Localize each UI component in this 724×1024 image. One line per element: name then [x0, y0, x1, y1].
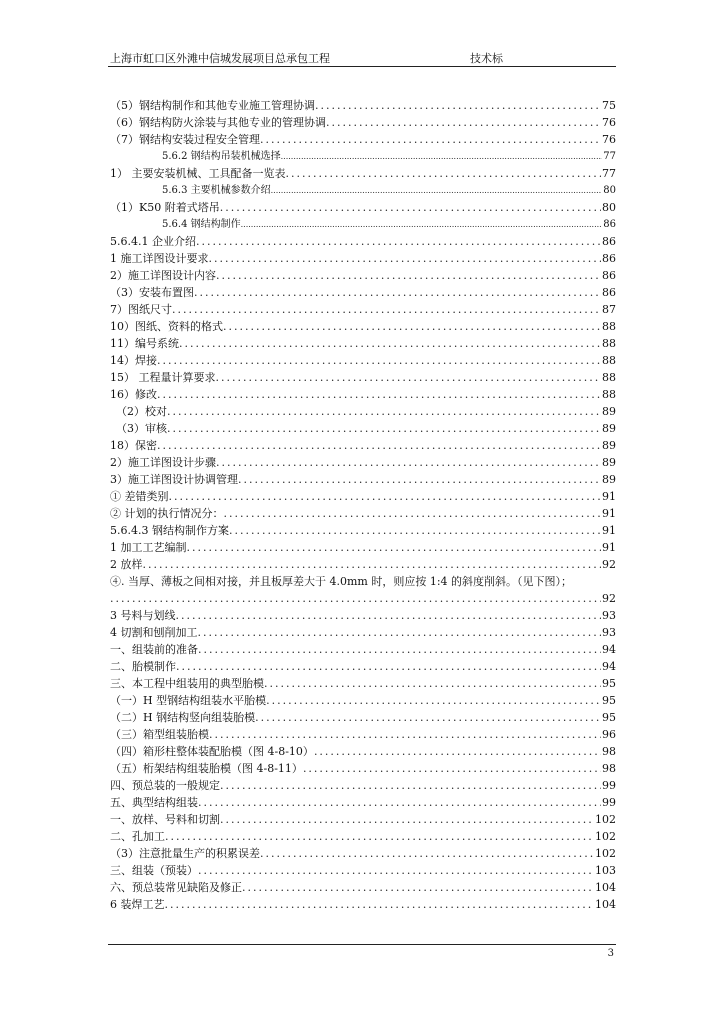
toc-dot-leader: [167, 420, 601, 437]
toc-dot-leader: [176, 658, 601, 675]
toc-entry-page: 89: [602, 473, 616, 486]
toc-entry-title: （3）注意批量生产的积累误差: [110, 847, 260, 860]
toc-entry-page: 95: [602, 694, 616, 707]
toc-entry-page: 91: [602, 541, 616, 554]
toc-entry-title: 7）图纸尺寸: [110, 303, 172, 316]
toc-dot-leader: [165, 896, 595, 913]
toc-entry-page: 99: [602, 796, 616, 809]
toc-dot-leader: [209, 726, 601, 743]
toc-entry[interactable]: [110, 199, 616, 216]
toc-dot-leader: [314, 743, 601, 760]
toc-dot-leader: [303, 760, 601, 777]
toc-entry[interactable]: [110, 896, 616, 913]
toc-entry-page: 76: [602, 116, 616, 129]
toc-entry[interactable]: [110, 437, 616, 454]
toc-entry[interactable]: [110, 641, 616, 658]
toc-entry-title: （3）审核: [116, 422, 167, 435]
toc-entry-title: 五、典型结构组装: [110, 796, 198, 809]
toc-entry-page: 88: [602, 337, 616, 350]
toc-entry-page: 93: [602, 626, 616, 639]
toc-dot-leader: [315, 97, 601, 114]
table-of-contents: [110, 97, 616, 913]
toc-entry-title: 1） 主要安装机械、工具配备一览表: [110, 167, 286, 180]
toc-entry-page: 86: [602, 269, 616, 282]
toc-entry[interactable]: [110, 709, 616, 726]
toc-entry-page: 103: [595, 864, 616, 877]
toc-entry-title: 三、本工程中组装用的典型胎模: [110, 677, 264, 690]
toc-entry[interactable]: [110, 658, 616, 675]
toc-entry-title: 5.6.3 主要机械参数介绍: [162, 185, 271, 196]
toc-entry-page: 99: [602, 779, 616, 792]
toc-entry[interactable]: [110, 539, 616, 556]
toc-entry-page: 89: [602, 422, 616, 435]
toc-dot-leader: [169, 488, 602, 505]
toc-dot-leader: [216, 369, 602, 386]
toc-entry-page: 88: [602, 320, 616, 333]
toc-entry-page: 92: [602, 592, 616, 605]
toc-entry-page: 88: [602, 354, 616, 367]
toc-entry[interactable]: [110, 471, 616, 488]
toc-dot-leader: [242, 879, 594, 896]
toc-entry-title: （3）安装布置图: [110, 286, 194, 299]
toc-entry-page: 104: [595, 881, 616, 894]
toc-entry-title: 四、预总装的一般规定: [110, 779, 220, 792]
toc-entry-title: （五）桁架结构组装胎模（图 4-8-11）: [110, 762, 303, 775]
toc-entry-title: （2）校对: [116, 405, 167, 418]
toc-entry[interactable]: [110, 760, 616, 777]
toc-entry[interactable]: [110, 845, 616, 862]
toc-dot-leader: [216, 267, 601, 284]
toc-dot-leader: [271, 182, 603, 199]
toc-entry-title: 16）修改: [110, 388, 157, 401]
toc-entry[interactable]: [110, 607, 616, 624]
toc-entry-page: 104: [595, 898, 616, 911]
toc-entry[interactable]: [110, 97, 616, 114]
toc-dot-leader: [196, 233, 601, 250]
toc-entry[interactable]: [110, 505, 616, 522]
toc-entry-title: 2）施工详图设计步骤: [110, 456, 216, 469]
toc-dot-leader: [255, 709, 601, 726]
toc-entry-page: 86: [603, 219, 616, 230]
toc-entry-title: （5）钢结构制作和其他专业施工管理协调: [110, 99, 315, 112]
toc-entry-title: 10）图纸、资料的格式: [110, 320, 223, 333]
toc-entry[interactable]: [110, 420, 616, 437]
toc-dot-leader: [179, 335, 601, 352]
toc-entry[interactable]: [110, 114, 616, 131]
toc-entry-page: 86: [602, 252, 616, 265]
toc-entry-page: 89: [602, 405, 616, 418]
toc-entry[interactable]: [110, 352, 616, 369]
toc-entry-title: 一、放样、号料和切割: [110, 813, 220, 826]
toc-entry-title: 3 号料与划线: [110, 609, 176, 622]
toc-entry-title: 三、组装（预装）: [110, 864, 198, 877]
toc-entry-page: 95: [602, 711, 616, 724]
toc-entry-title: （6）钢结构防火涂装与其他专业的管理协调: [110, 116, 326, 129]
toc-entry-page: 80: [602, 201, 616, 214]
toc-entry[interactable]: [110, 828, 616, 845]
toc-entry-page: 102: [595, 847, 616, 860]
toc-entry-page: 91: [602, 490, 616, 503]
toc-dot-leader: [198, 794, 601, 811]
toc-dot-leader: [326, 114, 601, 131]
toc-entry-title: （7）钢结构安装过程安全管理: [110, 133, 260, 146]
toc-entry-title: （1）K50 附着式塔吊: [110, 201, 220, 214]
toc-entry-page: 86: [602, 235, 616, 248]
toc-entry[interactable]: [110, 879, 616, 896]
toc-dot-leader: [110, 590, 601, 607]
toc-entry-title: 2 放样: [110, 558, 143, 571]
header-section-label: 技术标: [470, 52, 503, 65]
toc-entry-page: 93: [602, 609, 616, 622]
toc-entry-title: 5.6.4.3 钢结构制作方案: [110, 524, 229, 537]
toc-entry-page: 91: [602, 507, 616, 520]
toc-dot-leader: [209, 250, 602, 267]
toc-entry-title: 5.6.4.1 企业介绍: [110, 235, 196, 248]
toc-entry[interactable]: [110, 743, 616, 760]
toc-dot-leader: [157, 386, 601, 403]
toc-dot-leader: [198, 641, 601, 658]
toc-entry[interactable]: [110, 165, 616, 182]
toc-dot-leader: [187, 539, 602, 556]
toc-entry[interactable]: [110, 386, 616, 403]
toc-entry-title: 1 施工详图设计要求: [110, 252, 209, 265]
toc-dot-leader: [176, 607, 602, 624]
toc-dot-leader: [286, 165, 602, 182]
toc-dot-leader: [260, 845, 594, 862]
toc-dot-leader: [220, 199, 601, 216]
toc-dot-leader: [220, 777, 601, 794]
toc-entry[interactable]: [110, 862, 616, 879]
toc-entry-page: 91: [602, 524, 616, 537]
toc-entry-title: 六、预总装常见缺陷及修正: [110, 881, 242, 894]
toc-entry[interactable]: [110, 556, 616, 573]
toc-entry[interactable]: [110, 318, 616, 335]
toc-entry[interactable]: [110, 131, 616, 148]
toc-entry[interactable]: [110, 726, 616, 743]
toc-dot-leader: [198, 862, 594, 879]
page-header: [108, 50, 616, 67]
page-number: 3: [607, 948, 614, 959]
toc-entry-title: （二）H 钢结构竖向组装胎模: [110, 711, 256, 724]
toc-entry-title: （四）箱形柱整体装配胎模（图 4-8-10）: [110, 745, 314, 758]
toc-entry-title: 3）施工详图设计协调管理: [110, 473, 238, 486]
toc-entry-title: 2）施工详图设计内容: [110, 269, 216, 282]
toc-entry-page: 89: [602, 439, 616, 452]
toc-entry-page: 102: [595, 830, 616, 843]
toc-entry-page: 98: [602, 762, 616, 775]
toc-dot-leader: [281, 148, 603, 165]
toc-dot-leader: [198, 624, 602, 641]
toc-entry[interactable]: [110, 811, 616, 828]
toc-entry-title: 二、胎模制作: [110, 660, 176, 673]
toc-entry-page: 92: [602, 558, 616, 571]
toc-dot-leader: [238, 471, 601, 488]
toc-dot-leader: [143, 556, 602, 573]
toc-dot-leader: [216, 454, 601, 471]
toc-dot-leader: [264, 675, 601, 692]
toc-entry-title: 5.6.2 钢结构吊装机械选择: [162, 151, 281, 162]
toc-entry-title: 11）编号系统: [110, 337, 179, 350]
toc-dot-leader: [220, 811, 594, 828]
toc-entry-title: （一）H 型钢结构组装水平胎模: [110, 694, 267, 707]
toc-entry-page: 86: [602, 286, 616, 299]
toc-dot-leader: [157, 352, 601, 369]
toc-entry[interactable]: [110, 148, 616, 165]
toc-entry[interactable]: [110, 403, 616, 420]
toc-entry-title: 4 切割和刨削加工: [110, 626, 198, 639]
toc-entry-page: 98: [602, 745, 616, 758]
toc-entry-title: 一、组装前的准备: [110, 643, 198, 656]
toc-dot-leader: [229, 522, 601, 539]
toc-entry-title: ① 差错类别: [110, 490, 169, 503]
toc-entry-title: 二、孔加工: [110, 830, 165, 843]
toc-entry-title: （三）箱型组装胎模: [110, 728, 209, 741]
toc-entry-title: 1 加工工艺编制: [110, 541, 187, 554]
toc-dot-leader: [172, 301, 601, 318]
toc-dot-leader: [194, 284, 601, 301]
toc-entry-title: 6 装焊工艺: [110, 898, 165, 911]
toc-entry[interactable]: [110, 250, 616, 267]
footer-rule: [108, 944, 616, 945]
toc-dot-leader: [266, 692, 601, 709]
toc-dot-leader: [165, 828, 594, 845]
toc-entry[interactable]: [110, 335, 616, 352]
toc-entry[interactable]: [110, 284, 616, 301]
toc-entry-title: ④. 当厚、薄板之间相对接，并且板厚差大于 4.0mm 时，则应按 1:4 的斜度削斜。（见下图）；: [110, 575, 573, 588]
toc-entry[interactable]: [110, 692, 616, 709]
toc-entry[interactable]: [110, 777, 616, 794]
toc-dot-leader: [157, 437, 601, 454]
toc-entry-page: 89: [602, 456, 616, 469]
toc-entry-page: 88: [602, 371, 616, 384]
toc-entry[interactable]: [110, 216, 616, 233]
toc-entry[interactable]: [110, 488, 616, 505]
toc-entry-title: 5.6.4 钢结构制作: [162, 219, 241, 230]
toc-entry-page: 102: [595, 813, 616, 826]
toc-entry-page: 76: [602, 133, 616, 146]
toc-entry-page: 75: [602, 99, 616, 112]
toc-dot-leader: [224, 505, 602, 522]
toc-entry-page: 88: [602, 388, 616, 401]
toc-entry[interactable]: [110, 301, 616, 318]
header-project-title: 上海市虹口区外滩中信城发展项目总承包工程: [110, 52, 330, 65]
toc-dot-leader: [260, 131, 601, 148]
toc-dot-leader: [241, 216, 603, 233]
toc-entry-title: 14）焊接: [110, 354, 157, 367]
toc-entry[interactable]: [110, 675, 616, 692]
toc-entry[interactable]: [110, 624, 616, 641]
toc-entry-page: 95: [602, 677, 616, 690]
toc-entry-page: 94: [602, 660, 616, 673]
toc-entry-page: 77: [603, 151, 616, 162]
toc-entry-page: 87: [602, 303, 616, 316]
toc-entry[interactable]: [110, 369, 616, 386]
toc-entry[interactable]: [110, 182, 616, 199]
toc-entry-title: ② 计划的执行情况分：: [110, 507, 224, 520]
toc-entry[interactable]: [110, 233, 616, 250]
toc-entry[interactable]: [110, 522, 616, 539]
toc-entry[interactable]: [110, 454, 616, 471]
toc-entry-title: 15） 工程量计算要求: [110, 371, 216, 384]
toc-dot-leader: [223, 318, 601, 335]
toc-entry[interactable]: [110, 267, 616, 284]
toc-entry[interactable]: [110, 794, 616, 811]
toc-entry[interactable]: [110, 573, 616, 590]
toc-entry-page: 96: [602, 728, 616, 741]
toc-dot-leader: [167, 403, 601, 420]
toc-entry-page: 77: [602, 167, 616, 180]
toc-entry-page: 80: [603, 185, 616, 196]
toc-entry[interactable]: [110, 590, 616, 607]
toc-entry-page: 94: [602, 643, 616, 656]
toc-entry-title: 18）保密: [110, 439, 157, 452]
